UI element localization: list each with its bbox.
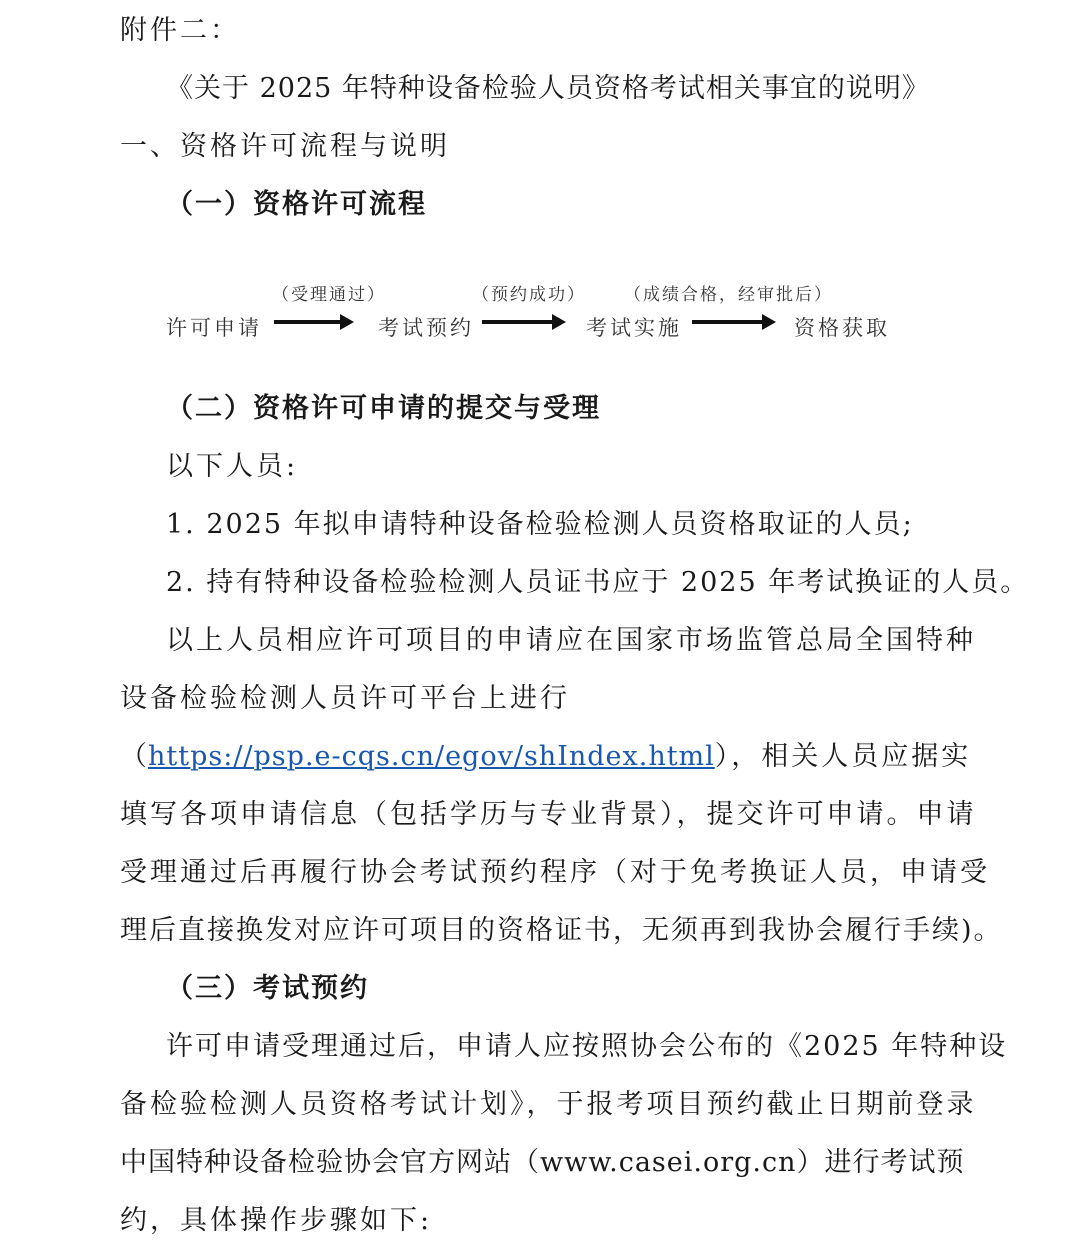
process-flow-diagram <box>160 280 920 350</box>
paragraph-line: 理后直接换发对应许可项目的资格证书，无须再到我协会履行手续)。 <box>120 915 1003 946</box>
flow-step-2: 考试预约 <box>378 316 474 340</box>
paragraph-line: 以上人员相应许可项目的申请应在国家市场监管总局全国特种 <box>166 625 976 656</box>
persons-intro: 以下人员: <box>166 451 299 482</box>
flow-step-4: 资格获取 <box>794 316 890 340</box>
paragraph-text: ），相关人员应据实 <box>714 741 972 772</box>
section1-heading: 一、资格许可流程与说明 <box>120 131 450 162</box>
attachment-label: 附件二： <box>120 15 240 46</box>
main-title: 《关于 2025 年特种设备检验人员资格考试相关事宜的说明》 <box>166 73 930 104</box>
sub3-heading: （三）考试预约 <box>166 973 369 1004</box>
paragraph-line-with-link <box>120 740 971 774</box>
sub1-heading: （一）资格许可流程 <box>166 189 427 220</box>
open-paren: （ <box>120 741 148 772</box>
paragraph-line: 设备检验检测人员许可平台上进行 <box>120 683 570 714</box>
flow-step-1: 许可申请 <box>166 316 262 340</box>
paragraph-line: 备检验检测人员资格考试计划》，于报考项目预约截止日期前登录 <box>120 1089 977 1120</box>
platform-link[interactable]: https://psp.e-cqs.cn/egov/shIndex.html <box>148 741 715 772</box>
flow-condition-1: （受理通过） <box>272 285 386 305</box>
flow-condition-3: （成绩合格，经审批后） <box>624 285 833 305</box>
sub2-heading: （二）资格许可申请的提交与受理 <box>166 393 601 424</box>
arrow-icon <box>274 320 340 324</box>
paragraph-line: 填写各项申请信息（包括学历与专业背景），提交许可申请。申请 <box>120 799 977 830</box>
arrow-icon <box>692 320 762 324</box>
paragraph-line: 许可申请受理通过后，申请人应按照协会公布的《2025 年特种设 <box>166 1031 1008 1062</box>
paragraph-line: 约，具体操作步骤如下: <box>120 1205 433 1236</box>
paragraph-line: 中国特种设备检验协会官方网站（www.casei.org.cn）进行考试预 <box>120 1147 965 1178</box>
arrow-icon <box>482 320 552 324</box>
paragraph-line: 受理通过后再履行协会考试预约程序（对于免考换证人员，申请受 <box>120 857 990 888</box>
flow-step-3: 考试实施 <box>586 316 682 340</box>
list-item: 1. 2025 年拟申请特种设备检验检测人员资格取证的人员; <box>166 509 914 540</box>
flow-condition-2: （预约成功） <box>472 285 586 305</box>
list-item: 2. 持有特种设备检验检测人员证书应于 2025 年考试换证的人员。 <box>166 567 1030 598</box>
